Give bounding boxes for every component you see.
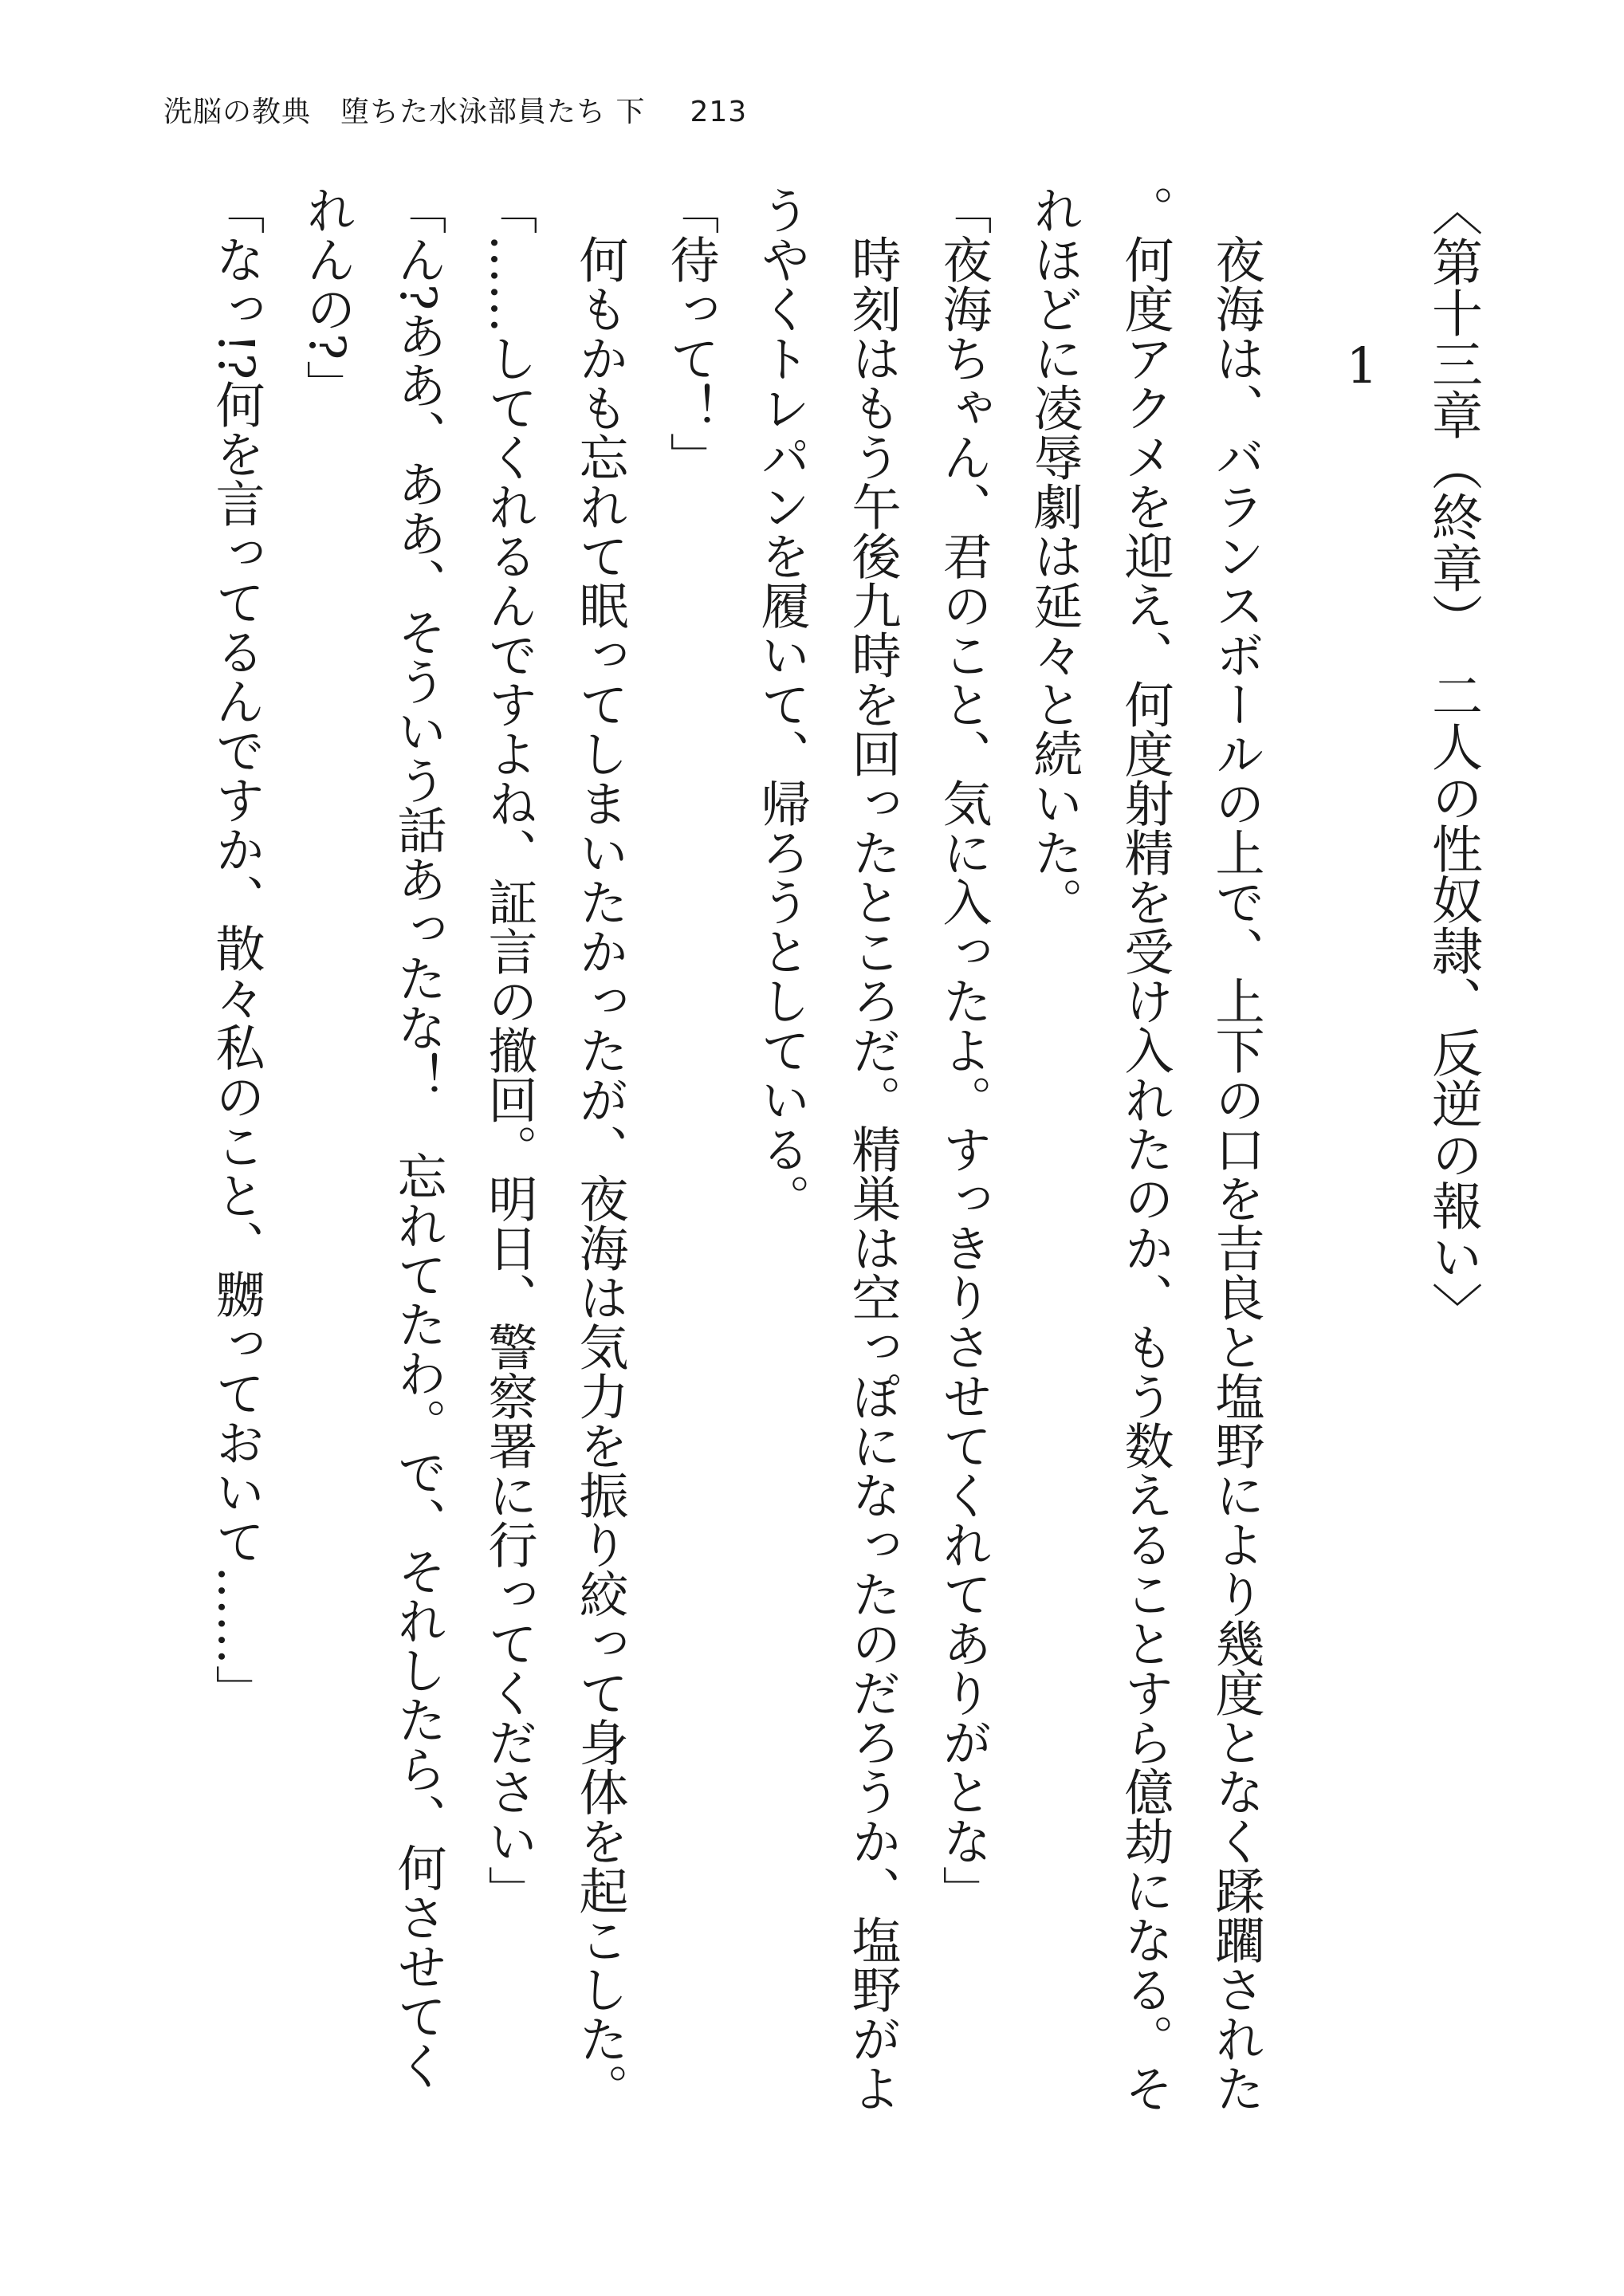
dialogue-line: 「……してくれるんですよね、証言の撤回。明日、警察署に行ってください」 [480, 185, 538, 1915]
page-number: 213 [690, 96, 748, 128]
dialogue-line: 「ん?ああ、ああ、そういう話あったな！ 忘れてたわ。で、それしたら、何させてくれんの?」 [298, 185, 447, 2090]
paragraph: 夜海は、バランスボールの上で、上下の口を吉良と塩野により幾度となく蹂躙された。何度アクメを迎え、何度射精を受け入れたのか、もう数えることすら億劫になる。それほどに凌辱劇は延々と続いた。 [1025, 185, 1265, 2113]
paragraph: 時刻はもう午後九時を回ったところだ。精巣は空っぽになったのだろうか、塩野がようやくトレパンを履いて、帰ろうとしている。 [753, 185, 902, 2113]
section-number: 1 [1333, 336, 1391, 395]
dialogue-line: 「夜海ちゃん、君のこと、気に入ったよ。すっきりさせてくれてありがとな」 [934, 185, 993, 1915]
chapter-heading: 〈第十三章（終章） 二人の性奴隷、反逆の報い〉 [1423, 185, 1482, 1333]
dialogue-line: 「待って！」 [662, 185, 720, 482]
vertical-body-text [191, 185, 1498, 2122]
book-title: 洗脳の教典 堕ちた水泳部員たち 下 [163, 96, 646, 128]
dialogue-line: 「なっ!?何を言ってるんですか、散々私のこと、嬲っておいて……」 [207, 185, 265, 1715]
paragraph: 何もかも忘れて眠ってしまいたかったが、夜海は気力を振り絞って身体を起こした。 [571, 234, 629, 2113]
running-header [163, 89, 747, 130]
